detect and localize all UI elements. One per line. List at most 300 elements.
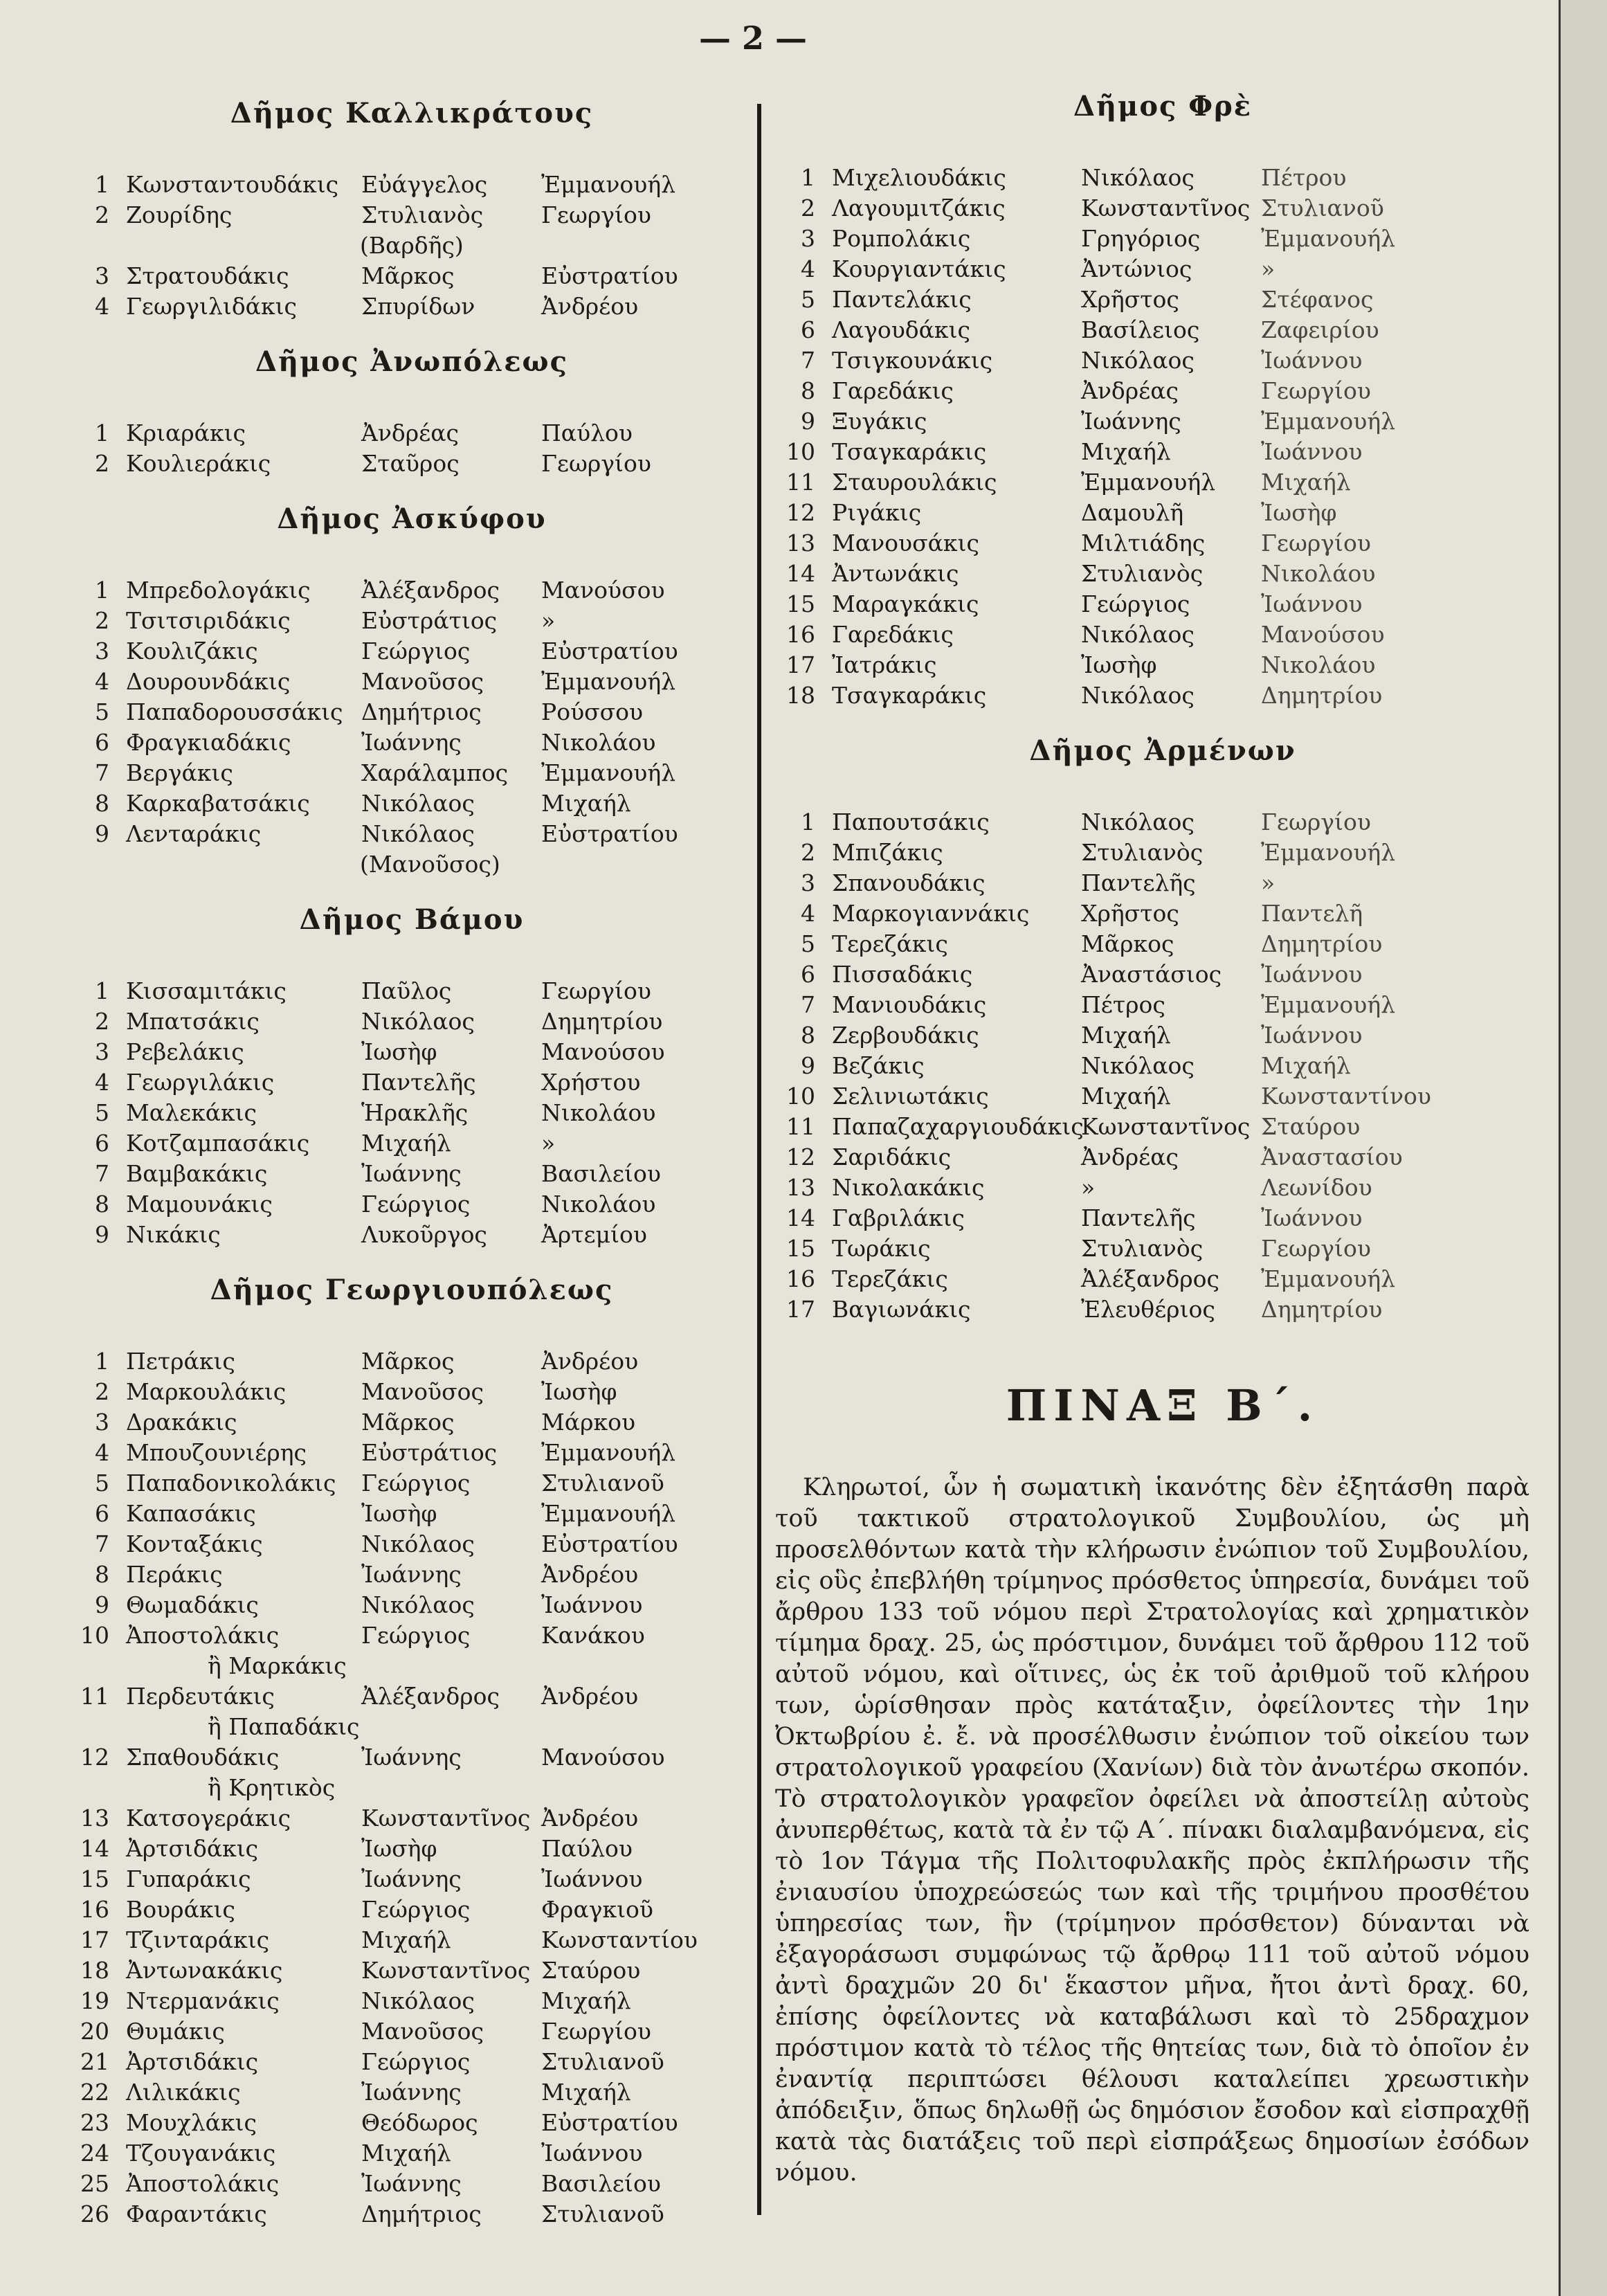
entry-number: 3 bbox=[95, 1409, 109, 1436]
given-name: Νικόλαος bbox=[1081, 682, 1195, 709]
municipality-section bbox=[775, 90, 1550, 711]
entry-number: 9 bbox=[801, 1052, 815, 1079]
father-name: Ἀνδρέου bbox=[541, 1805, 639, 1832]
entry-number: 9 bbox=[801, 408, 815, 435]
father-name: Νικολάου bbox=[1261, 560, 1376, 587]
list-item bbox=[69, 1098, 754, 1128]
entry-number: 3 bbox=[95, 262, 109, 289]
entry-number: 2 bbox=[95, 201, 109, 228]
given-name: Ἀνδρέας bbox=[361, 419, 460, 446]
list-item bbox=[775, 467, 1550, 498]
surname: Σπανουδάκις bbox=[832, 869, 986, 896]
given-name: Ἰωάννης bbox=[361, 1865, 462, 1892]
father-name: Γεωργίου bbox=[541, 977, 651, 1004]
surname: Δρακάκις bbox=[126, 1409, 237, 1436]
given-name: Ἡρακλῆς bbox=[361, 1099, 469, 1126]
surname: Κριαράκις bbox=[126, 419, 246, 446]
alias-note: ἢ Κρητικὸς bbox=[208, 1774, 336, 1801]
given-name: Παντελῆς bbox=[361, 1069, 476, 1096]
entry-number: 5 bbox=[95, 1470, 109, 1497]
given-name: Νικόλαος bbox=[361, 1987, 475, 2014]
municipality-section bbox=[69, 345, 754, 479]
surname: Τερεζάκις bbox=[832, 930, 948, 957]
surname: Πισσαδάκις bbox=[832, 961, 973, 988]
surname: Τσαγκαράκις bbox=[832, 438, 987, 465]
list-item bbox=[69, 1681, 754, 1712]
list-item bbox=[775, 898, 1550, 929]
given-name: Γρηγόριος bbox=[1081, 225, 1201, 252]
given-name: Νικόλαος bbox=[1081, 808, 1195, 835]
given-name: Κωνσταντῖνος bbox=[1081, 195, 1251, 222]
entry-number: 24 bbox=[80, 2140, 109, 2167]
surname: Κουλιεράκις bbox=[126, 450, 271, 477]
father-name: Δημητρίου bbox=[1261, 930, 1383, 957]
list-item bbox=[69, 606, 754, 636]
entry-number: 2 bbox=[95, 1378, 109, 1405]
entry-number: 16 bbox=[786, 621, 815, 648]
father-name: Νικολάου bbox=[541, 729, 656, 756]
surname: Μιχελιουδάκις bbox=[832, 164, 1006, 191]
adjacent-page-edge bbox=[1559, 0, 1607, 2296]
surname: Ρεβελάκις bbox=[126, 1038, 244, 1065]
surname: Μπουζουνιέρης bbox=[126, 1439, 307, 1466]
list-item bbox=[775, 437, 1550, 467]
given-name: Νικόλαος bbox=[1081, 164, 1195, 191]
surname: Ζουρίδης bbox=[126, 201, 233, 228]
surname: Μαμουνάκις bbox=[126, 1191, 273, 1218]
given-name: Γεώργιος bbox=[361, 1896, 471, 1923]
surname: Μαρκουλάκις bbox=[126, 1378, 287, 1405]
given-name: Ἰωάννης bbox=[361, 729, 462, 756]
entry-number: 13 bbox=[80, 1805, 109, 1832]
given-name: Εὐστράτιος bbox=[361, 607, 498, 634]
entry-number: 18 bbox=[786, 682, 815, 709]
given-name: Μιχαήλ bbox=[361, 1130, 451, 1157]
surname: Τωράκις bbox=[832, 1235, 931, 1262]
entry-number: 17 bbox=[786, 651, 815, 678]
father-name: Γεωργίου bbox=[541, 2018, 651, 2045]
list-item bbox=[775, 680, 1550, 711]
given-name: Δημήτριος bbox=[361, 698, 482, 725]
list-item bbox=[775, 528, 1550, 559]
surname: Τσιγκουνάκις bbox=[832, 347, 993, 374]
list-item bbox=[69, 819, 754, 849]
entry-number: 17 bbox=[786, 1296, 815, 1323]
given-name: Μιχαήλ bbox=[1081, 1022, 1171, 1049]
surname: Τσαγκαράκις bbox=[832, 682, 987, 709]
list-item bbox=[69, 1499, 754, 1529]
father-name: Ἰωάννου bbox=[541, 2140, 643, 2167]
given-name: Νικόλαος bbox=[361, 1591, 475, 1618]
entry-number: 3 bbox=[801, 869, 815, 896]
list-item bbox=[69, 1377, 754, 1407]
father-name: Μανούσου bbox=[541, 577, 665, 604]
father-name: Παντελῆ bbox=[1261, 900, 1363, 927]
given-name: Χαράλαμπος bbox=[361, 759, 509, 786]
entry-number: 8 bbox=[801, 1022, 815, 1049]
given-name: Παῦλος bbox=[361, 977, 452, 1004]
entry-number: 8 bbox=[95, 790, 109, 817]
given-name: Μανοῦσος bbox=[361, 1378, 484, 1405]
given-name: Χρῆστος bbox=[1081, 286, 1179, 313]
nickname-note: (Βαρδῆς) bbox=[360, 232, 464, 259]
given-name: Μιχαήλ bbox=[361, 2140, 451, 2167]
given-name: Γεώργιος bbox=[361, 2048, 471, 2075]
given-name: Εὐστράτιος bbox=[361, 1439, 498, 1466]
section-title: Δῆμος Καλλικράτους bbox=[230, 97, 594, 129]
list-item bbox=[775, 193, 1550, 224]
municipality-section bbox=[775, 734, 1550, 1325]
surname: Παπαδονικολάκις bbox=[126, 1470, 336, 1497]
given-name: Βασίλειος bbox=[1081, 316, 1200, 343]
list-item bbox=[69, 2016, 754, 2047]
list-item bbox=[69, 2138, 754, 2169]
list-item bbox=[775, 345, 1550, 376]
surname: Λιλικάκις bbox=[126, 2079, 241, 2106]
section-title: Δῆμος Γεωργιουπόλεως bbox=[210, 1274, 614, 1306]
list-item bbox=[69, 170, 754, 200]
given-name: Γεώργιος bbox=[361, 1470, 471, 1497]
given-name: Χρῆστος bbox=[1081, 900, 1179, 927]
list-item bbox=[69, 200, 754, 230]
municipality-section bbox=[69, 97, 754, 322]
father-name: Ἰωάννου bbox=[1261, 1204, 1363, 1231]
father-name: Ἐμμανουήλ bbox=[1261, 408, 1396, 435]
entry-number: 1 bbox=[95, 977, 109, 1004]
list-item bbox=[69, 1346, 754, 1377]
father-name: Ἀνδρέου bbox=[541, 1683, 639, 1710]
father-name: Παύλου bbox=[541, 419, 633, 446]
surname: Φαραντάκις bbox=[126, 2200, 267, 2227]
entry-number: 8 bbox=[95, 1191, 109, 1218]
list-item bbox=[775, 868, 1550, 898]
left-column bbox=[69, 97, 754, 2253]
entry-number: 4 bbox=[95, 1069, 109, 1096]
entry-number: 5 bbox=[95, 698, 109, 725]
father-name: Ἐμμανουήλ bbox=[1261, 1265, 1396, 1292]
father-name: Κωνσταντίου bbox=[541, 1926, 698, 1953]
father-name: Ἐμμανουήλ bbox=[541, 1500, 676, 1527]
list-item bbox=[775, 406, 1550, 437]
list-item bbox=[69, 1529, 754, 1560]
given-name: Μᾶρκος bbox=[361, 1348, 455, 1375]
list-item bbox=[69, 1407, 754, 1438]
surname: Βουράκις bbox=[126, 1896, 235, 1923]
list-item bbox=[69, 575, 754, 606]
father-name: Ἀνδρέου bbox=[541, 293, 639, 320]
surname: Τσιτσιριδάκις bbox=[126, 607, 291, 634]
entry-number: 6 bbox=[801, 961, 815, 988]
entry-number: 3 bbox=[95, 638, 109, 665]
list-item bbox=[69, 758, 754, 788]
list-item bbox=[775, 284, 1550, 315]
surname: Ἀντωνάκις bbox=[832, 560, 959, 587]
father-name: Γεωργίου bbox=[541, 201, 651, 228]
surname: Γεωργιλιδάκις bbox=[126, 293, 298, 320]
entry-number: 13 bbox=[786, 530, 815, 557]
given-name: Ἰωάννης bbox=[361, 1744, 462, 1771]
given-name: Λυκοῦργος bbox=[361, 1221, 487, 1248]
father-name: Ἐμμανουήλ bbox=[541, 668, 676, 695]
alias-note: ἢ Παπαδάκις bbox=[208, 1713, 360, 1740]
surname: Τζουγανάκις bbox=[126, 2140, 276, 2167]
surname: Κισσαμιτάκις bbox=[126, 977, 287, 1004]
father-name: Γεωργίου bbox=[1261, 1235, 1371, 1262]
entry-number: 15 bbox=[786, 1235, 815, 1262]
given-name: Δαμουλῆ bbox=[1081, 499, 1184, 526]
entry-number: 4 bbox=[801, 255, 815, 282]
father-name: Ἰωάννου bbox=[1261, 438, 1363, 465]
surname: Ντερμανάκις bbox=[126, 1987, 280, 2014]
given-name: Μιλτιάδης bbox=[1081, 530, 1206, 557]
father-name: Γεωργίου bbox=[541, 450, 651, 477]
father-name: Νικολάου bbox=[541, 1099, 656, 1126]
given-name: Ἀλέξανδρος bbox=[361, 577, 500, 604]
given-name: Μιχαήλ bbox=[1081, 438, 1171, 465]
father-name: Ἰωάννου bbox=[1261, 347, 1363, 374]
surname: Γαβριλάκις bbox=[832, 1204, 965, 1231]
entry-number: 2 bbox=[95, 607, 109, 634]
given-name: Νικόλαος bbox=[1081, 347, 1195, 374]
entry-number: 3 bbox=[801, 225, 815, 252]
given-name: Νικόλαος bbox=[361, 1530, 475, 1557]
entry-number: 9 bbox=[95, 1221, 109, 1248]
given-name: Παντελῆς bbox=[1081, 1204, 1196, 1231]
entry-number: 23 bbox=[80, 2109, 109, 2136]
father-name: Ἰωάννου bbox=[541, 1865, 643, 1892]
entry-number: 9 bbox=[95, 820, 109, 847]
father-name: Σταύρου bbox=[1261, 1113, 1361, 1140]
given-name: Σπυρίδων bbox=[361, 293, 475, 320]
surname: Ριγάκις bbox=[832, 499, 922, 526]
given-name: Ἰωσὴφ bbox=[1081, 651, 1157, 678]
given-name: Παντελῆς bbox=[1081, 869, 1196, 896]
given-name: Δημήτριος bbox=[361, 2200, 482, 2227]
father-name: Δημητρίου bbox=[541, 1008, 663, 1035]
given-name: Ἰωάννης bbox=[361, 1561, 462, 1588]
given-name: Μανοῦσος bbox=[361, 2018, 484, 2045]
surname: Γαρεδάκις bbox=[832, 377, 954, 404]
entry-number: 7 bbox=[95, 1530, 109, 1557]
surname: Λαγουμιτζάκις bbox=[832, 195, 1006, 222]
father-name: Γεωργίου bbox=[1261, 808, 1371, 835]
entry-number: 10 bbox=[786, 438, 815, 465]
list-item bbox=[69, 727, 754, 758]
list-item bbox=[775, 589, 1550, 620]
entry-number: 4 bbox=[95, 1439, 109, 1466]
entry-number: 7 bbox=[95, 1160, 109, 1187]
entry-number: 4 bbox=[801, 900, 815, 927]
list-item bbox=[775, 315, 1550, 345]
surname: Ἀρτσιδάκις bbox=[126, 1835, 259, 1862]
surname: Νικάκις bbox=[126, 1221, 221, 1248]
father-name: Σταύρου bbox=[541, 1957, 641, 1984]
surname: Παπαζαχαργιουδάκις bbox=[832, 1113, 1084, 1140]
surname: Ἀποστολάκις bbox=[126, 1622, 280, 1649]
surname: Θωμαδάκις bbox=[126, 1591, 259, 1618]
entry-number: 5 bbox=[801, 286, 815, 313]
entry-number: 1 bbox=[95, 577, 109, 604]
list-item bbox=[69, 1620, 754, 1651]
section-title: Δῆμος Ἀνωπόλεως bbox=[255, 345, 568, 378]
entry-number: 2 bbox=[801, 195, 815, 222]
list-item bbox=[69, 636, 754, 667]
list-item bbox=[69, 291, 754, 322]
father-name: » bbox=[1261, 869, 1275, 896]
given-name: Νικόλαος bbox=[361, 790, 475, 817]
list-item bbox=[69, 788, 754, 819]
given-name: Ἰωσὴφ bbox=[361, 1500, 437, 1527]
father-name: Ἐμμανουήλ bbox=[1261, 839, 1396, 866]
list-item bbox=[69, 1159, 754, 1189]
father-name: Δημητρίου bbox=[1261, 682, 1383, 709]
father-name: Μανούσου bbox=[541, 1744, 665, 1771]
entry-number: 19 bbox=[80, 1987, 109, 2014]
list-item bbox=[69, 2169, 754, 2199]
list-item bbox=[69, 1468, 754, 1499]
surname: Ζερβουδάκις bbox=[832, 1022, 979, 1049]
entry-number: 7 bbox=[95, 759, 109, 786]
entry-number: 5 bbox=[801, 930, 815, 957]
entry-number: 10 bbox=[80, 1622, 109, 1649]
list-item bbox=[69, 1560, 754, 1590]
entry-number: 14 bbox=[80, 1835, 109, 1862]
list-item bbox=[775, 620, 1550, 650]
given-name: Νικόλαος bbox=[1081, 621, 1195, 648]
list-item bbox=[775, 1020, 1550, 1051]
entry-number: 7 bbox=[801, 991, 815, 1018]
entry-number: 25 bbox=[80, 2170, 109, 2197]
entry-number: 16 bbox=[786, 1265, 815, 1292]
surname: Ρομπολάκις bbox=[832, 225, 971, 252]
father-name: Στυλιανοῦ bbox=[541, 1470, 664, 1497]
father-name: Δημητρίου bbox=[1261, 1296, 1383, 1323]
list-item bbox=[69, 261, 754, 291]
list-item bbox=[69, 1986, 754, 2016]
entry-number: 2 bbox=[95, 1008, 109, 1035]
surname: Βεργάκις bbox=[126, 759, 233, 786]
father-name: Ἐμμανουήλ bbox=[541, 759, 676, 786]
entry-number: 1 bbox=[95, 171, 109, 198]
entry-number: 6 bbox=[95, 1130, 109, 1157]
entry-number: 20 bbox=[80, 2018, 109, 2045]
surname: Κουργιαντάκις bbox=[832, 255, 1006, 282]
surname: Ἀποστολάκις bbox=[126, 2170, 280, 2197]
entry-number: 1 bbox=[95, 1348, 109, 1375]
father-name: Μιχαήλ bbox=[541, 2079, 631, 2106]
list-item bbox=[69, 449, 754, 479]
entry-number: 1 bbox=[801, 808, 815, 835]
given-name: Ἰωάννης bbox=[1081, 408, 1181, 435]
list-item bbox=[69, 418, 754, 449]
given-name: Μιχαήλ bbox=[1081, 1083, 1171, 1110]
given-name: Ἰωσὴφ bbox=[361, 1835, 437, 1862]
surname: Ξυγάκις bbox=[832, 408, 927, 435]
father-name: Χρήστου bbox=[541, 1069, 641, 1096]
list-item bbox=[775, 254, 1550, 284]
surname: Περδευτάκις bbox=[126, 1683, 275, 1710]
surname: Παπουτσάκις bbox=[832, 808, 990, 835]
pinax-title: ΠΙΝΑΞ Β΄. bbox=[1006, 1380, 1320, 1431]
given-name: Πέτρος bbox=[1081, 991, 1165, 1018]
father-name: Μιχαήλ bbox=[541, 1987, 631, 2014]
surname: Ἰατράκις bbox=[832, 651, 937, 678]
given-name: Ἀνδρέας bbox=[1081, 1144, 1179, 1170]
father-name: Ἀνδρέου bbox=[541, 1561, 639, 1588]
given-name: Σταῦρος bbox=[361, 450, 460, 477]
father-name: Πέτρου bbox=[1261, 164, 1347, 191]
entry-number: 14 bbox=[786, 560, 815, 587]
surname: Δουρουνδάκις bbox=[126, 668, 291, 695]
section-title: Δῆμος Ἀσκύφου bbox=[277, 503, 547, 535]
surname: Λαγουδάκις bbox=[832, 316, 970, 343]
surname: Ἀρτσιδάκις bbox=[126, 2048, 259, 2075]
surname: Σαριδάκις bbox=[832, 1144, 952, 1170]
father-name: Φραγκιοῦ bbox=[541, 1896, 653, 1923]
surname: Κονταξάκις bbox=[126, 1530, 263, 1557]
surname: Μπρεδολογάκις bbox=[126, 577, 311, 604]
surname: Στρατουδάκις bbox=[126, 262, 289, 289]
list-item bbox=[69, 1220, 754, 1250]
entry-number: 1 bbox=[95, 419, 109, 446]
entry-number: 4 bbox=[95, 668, 109, 695]
given-name: Γεώργιος bbox=[361, 1191, 471, 1218]
entry-number: 8 bbox=[801, 377, 815, 404]
entry-number: 6 bbox=[95, 729, 109, 756]
given-name: Κωνσταντῖνος bbox=[361, 1805, 531, 1832]
father-name: Γεωργίου bbox=[1261, 377, 1371, 404]
list-item bbox=[69, 1189, 754, 1220]
list-item bbox=[69, 1803, 754, 1834]
entry-number: 13 bbox=[786, 1174, 815, 1201]
father-name: Ἐμμανουήλ bbox=[1261, 991, 1396, 1018]
surname: Μαλεκάκις bbox=[126, 1099, 257, 1126]
father-name: Παύλου bbox=[541, 1835, 633, 1862]
surname: Βαμβακάκις bbox=[126, 1160, 268, 1187]
father-name: Βασιλείου bbox=[541, 1160, 661, 1187]
father-name: Ἰωάννου bbox=[1261, 590, 1363, 617]
father-name: Στέφανος bbox=[1261, 286, 1374, 313]
given-name: Νικόλαος bbox=[1081, 1052, 1195, 1079]
list-item bbox=[69, 1067, 754, 1098]
given-name: Μᾶρκος bbox=[361, 262, 455, 289]
list-item bbox=[69, 1438, 754, 1468]
given-name: Μανοῦσος bbox=[361, 668, 484, 695]
given-name: Νικόλαος bbox=[361, 1008, 475, 1035]
entry-number: 6 bbox=[801, 316, 815, 343]
father-name: Κανάκου bbox=[541, 1622, 645, 1649]
right-column bbox=[775, 90, 1550, 2189]
surname: Σελινιωτάκις bbox=[832, 1083, 989, 1110]
list-item bbox=[69, 2108, 754, 2138]
father-name: Ἐμμανουήλ bbox=[541, 171, 676, 198]
surname: Ἀντωνακάκις bbox=[126, 1957, 283, 1984]
list-item bbox=[775, 1264, 1550, 1294]
entry-number: 12 bbox=[786, 499, 815, 526]
entry-number: 1 bbox=[801, 164, 815, 191]
list-item bbox=[775, 224, 1550, 254]
list-item bbox=[69, 1895, 754, 1925]
surname: Βαγιωνάκις bbox=[832, 1296, 971, 1323]
municipality-section bbox=[69, 503, 754, 880]
entry-number: 2 bbox=[801, 839, 815, 866]
father-name: Μιχαήλ bbox=[1261, 1052, 1351, 1079]
list-item bbox=[775, 376, 1550, 406]
father-name: Ἐμμανουήλ bbox=[1261, 225, 1396, 252]
surname: Νικολακάκις bbox=[832, 1174, 985, 1201]
given-name: Κωνσταντῖνος bbox=[1081, 1113, 1251, 1140]
father-name: Ἀναστασίου bbox=[1261, 1144, 1403, 1170]
